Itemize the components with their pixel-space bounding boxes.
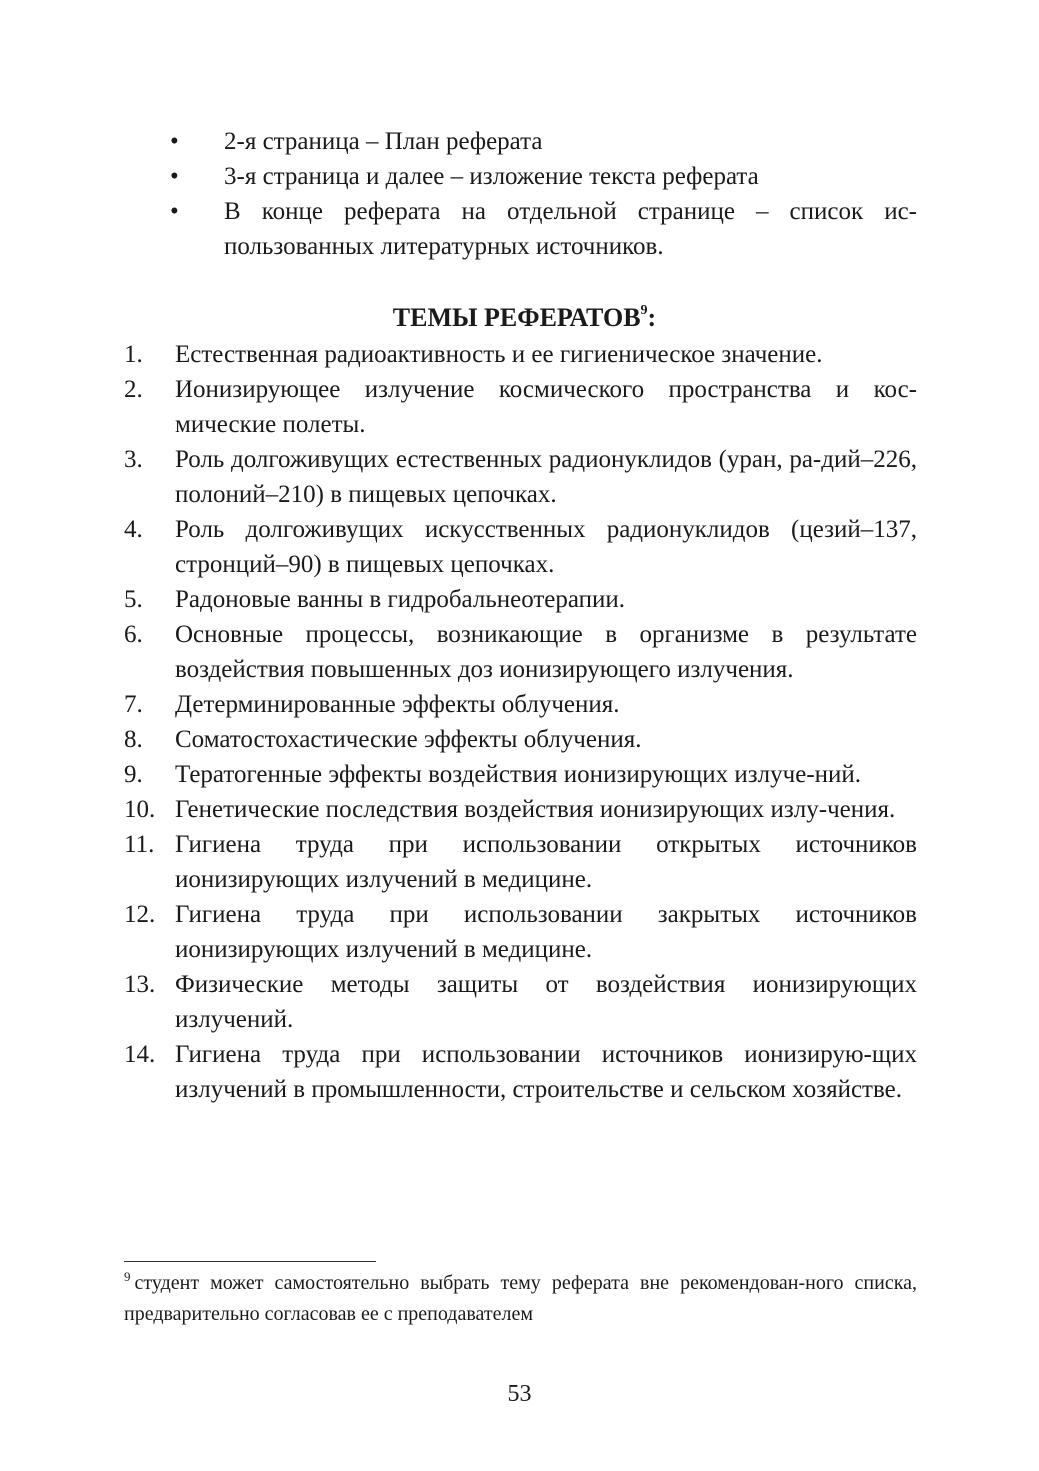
topic-text: Ионизирующее излучение космического пространства и кос-мические полеты. [175,376,917,438]
topic-item [124,582,917,617]
topic-number: 3. [124,446,143,473]
topic-item [124,897,917,967]
bullet-text: В конце реферата на отдельной странице – список ис-пользованных литературных источников. [224,198,917,260]
bullet-marker: • [170,163,179,190]
topic-number: 7. [124,691,143,718]
topic-number: 5. [124,586,143,613]
topic-item [124,967,917,1037]
topic-item [124,1037,917,1107]
footnote-reference: 9 [640,303,648,318]
topic-item [124,512,917,582]
topic-item [124,792,917,827]
heading-suffix: : [647,303,657,332]
topic-number: 11. [124,831,155,858]
topic-number: 14. [124,1041,156,1068]
footnote-text: студент может самостоятельно выбрать тему реферата вне рекомендован-ного списка, предварительно согласовав ее с преподавателем [124,1272,917,1325]
topic-text: Гигиена труда при использовании открытых источников ионизирующих излучений в медицине. [175,831,917,893]
topic-item [124,617,917,687]
topic-text: Детерминированные эффекты облучения. [175,691,620,718]
topic-number: 2. [124,376,143,403]
topic-number: 1. [124,341,143,368]
topic-text: Радоновые ванны в гидробальнеотерапии. [175,586,626,613]
topic-text: Генетические последствия воздействия ионизирующих излу-чения. [175,796,896,823]
topic-number: 12. [124,901,156,928]
footnote-number: 9 [124,1269,131,1284]
bullet-text: 2-я страница – План реферата [224,128,543,155]
format-bullet-list [170,124,917,264]
topic-number: 8. [124,726,143,753]
topic-text: Основные процессы, возникающие в организме в результате воздействия повышенных доз ионизирующего излучения. [175,621,917,683]
footnote [124,1268,917,1330]
topic-number: 9. [124,761,143,788]
topic-item [124,687,917,722]
topic-item [124,442,917,512]
heading-text: ТЕМЫ РЕФЕРАТОВ [392,303,641,332]
bullet-marker: • [170,198,179,225]
topic-text: Физические методы защиты от воздействия ионизирующих излучений. [175,971,917,1033]
topic-text: Роль долгоживущих искусственных радионуклидов (цезий–137, стронций–90) в пищевых цепочках. [175,516,917,578]
topic-text: Гигиена труда при использовании закрытых источников ионизирующих излучений в медицине. [175,901,917,963]
bullet-item [170,194,917,264]
topic-item [124,757,917,792]
bullet-item [170,124,917,159]
topic-text: Соматостохастические эффекты облучения. [175,726,642,753]
topic-item [124,722,917,757]
topic-number: 4. [124,516,143,543]
bullet-item [170,159,917,194]
bullet-marker: • [170,128,179,155]
topic-item [124,372,917,442]
topic-text: Гигиена труда при использовании источников ионизирую-щих излучений в промышленности, строительстве и сельском хозяйстве. [175,1041,917,1103]
section-heading [0,300,1039,335]
footnote-divider [124,1261,376,1262]
topic-text: Тератогенные эффекты воздействия ионизирующих излуче-ний. [175,761,862,788]
bullet-text: 3-я страница и далее – изложение текста реферата [224,163,759,190]
topic-text: Естественная радиоактивность и ее гигиеническое значение. [175,341,823,368]
topic-number: 10. [124,796,156,823]
topic-number: 13. [124,971,156,998]
topic-text: Роль долгоживущих естественных радионуклидов (уран, ра-дий–226, полоний–210) в пищевых цепочках. [175,446,917,508]
topic-item [124,337,917,372]
topics-list [124,337,917,1107]
topic-item [124,827,917,897]
topic-number: 6. [124,621,143,648]
page-number: 53 [507,1381,532,1407]
